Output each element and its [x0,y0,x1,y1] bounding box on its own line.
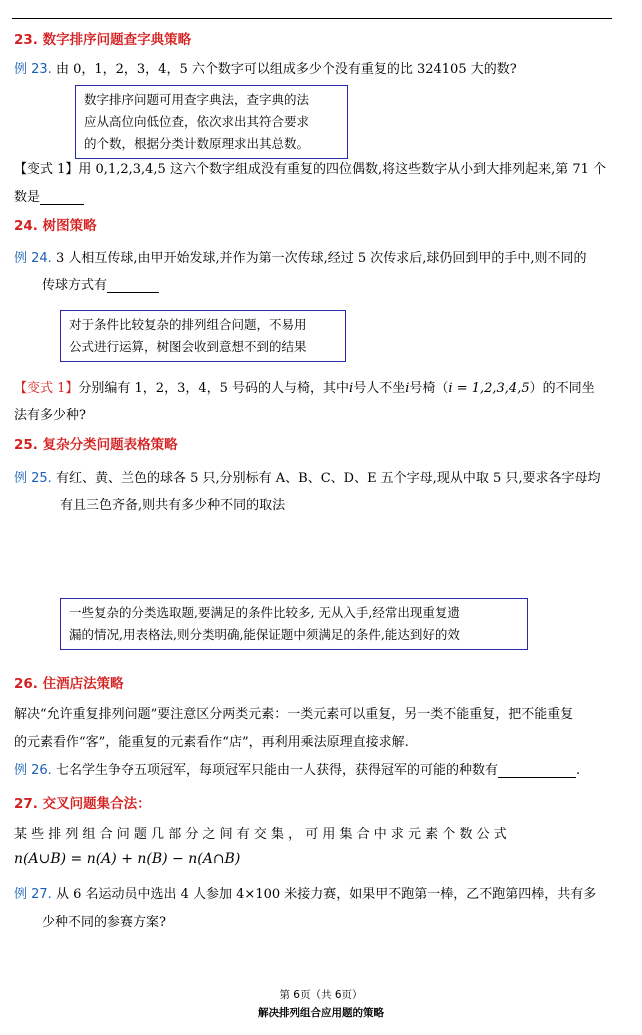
variant-23-line-2-text: 数是 [14,190,41,205]
sec26-line-1: 解决“允许重复排列问题”要注意区分两类元素：一类元素可以重复，另一类不能重复，把不能重复 [14,707,574,722]
variant-24-var-i-2: i [405,381,410,396]
example-24-line-2-text: 传球方式有 [42,278,108,293]
section-26-title: 26. 住酒店法策略 [14,676,124,692]
example-27-label: 例 27. [14,887,52,902]
answer-blank [498,763,576,778]
example-25-text: 有红、黄、兰色的球各 5 只,分别标有 A、B、C、D、E 五个字母,现从中取 5 只,要求各字母均 [55,471,601,486]
example-24-line-1 [14,247,587,266]
example-27-line-1 [14,883,596,902]
tip-23-line-3: 的个数，根据分类计数原理求出其总数。 [84,136,310,151]
set-formula: n(A∪B) = n(A) + n(B) − n(A∩B) [14,851,241,867]
example-25-line-2: 有且三色齐备,则共有多少种不同的取法 [60,498,286,513]
example-25-label: 例 25. [14,471,52,486]
example-23-label: 例 23. [14,62,52,77]
tip-box-23 [75,85,348,159]
page-number: 第 6页（共 6页） [279,989,363,1001]
example-23 [14,58,517,77]
variant-24-condition: i = 1,2,3,4,5 [448,381,530,396]
tip-25-line-1: 一些复杂的分类选取题,要满足的条件比较多, 无从入手,经常出现重复遗 [69,605,460,620]
variant-24-label: 【变式 1】 [14,381,79,396]
variant-24-line-1 [14,377,595,396]
example-23-text: 由 0，1，2，3，4，5 六个数字可以组成多少个没有重复的比 324105 大的数? [55,62,517,77]
tip-24-line-1: 对于条件比较复杂的排列组合问题，不易用 [69,317,307,332]
sec26-line-2: 的元素看作“客”，能重复的元素看作“店”，再利用乘法原理直接求解. [14,735,409,750]
tip-25-line-2: 漏的情况,用表格法,则分类明确,能保证题中须满足的条件,能达到好的效 [69,627,460,642]
variant-24-text-b: 号人不坐 [353,381,406,396]
example-24-line-2 [42,274,159,293]
example-26-label: 例 26. [14,763,52,778]
top-rule [12,18,612,19]
example-25-line-1 [14,467,601,486]
example-24-label: 例 24. [14,251,52,266]
sec27-line-1: 某 些 排 列 组 合 问 题 几 部 分 之 间 有 交 集 ， 可 用 集 合 中 求 元 素 个 数 公 式 [14,827,507,842]
section-25-title: 25. 复杂分类问题表格策略 [14,437,178,453]
answer-blank [40,190,84,205]
answer-blank [107,278,159,293]
tip-box-24 [60,310,346,362]
example-26-text: 七名学生争夺五项冠军，每项冠军只能由一人获得，获得冠军的可能的种数有 [55,763,498,778]
tip-23-line-2: 应从高位向低位查，依次求出其符合要求 [84,114,310,129]
variant-24-text-d: ）的不同坐 [529,381,595,396]
tip-23-line-1: 数字排序问题可用查字典法，查字典的法 [84,92,310,107]
variant-24-text-a: 分别编有 1，2，3，4，5 号码的人与椅，其中 [78,381,350,396]
tip-24-line-2: 公式进行运算，树图会收到意想不到的结果 [69,339,307,354]
variant-23-line-2 [14,186,84,205]
variant-24-line-2: 法有多少种? [14,408,86,423]
example-24-text: 3 人相互传球,由甲开始发球,并作为第一次传球,经过 5 次传求后,球仍回到甲的手中,则不同的 [55,251,587,266]
example-27-text: 从 6 名运动员中选出 4 人参加 4×100 米接力赛，如果甲不跑第一棒，乙不跑第四棒，共有多 [55,887,597,902]
section-24-title: 24. 树图策略 [14,218,97,234]
example-27-line-2: 少种不同的参赛方案? [42,915,166,930]
tip-box-25 [60,598,528,650]
footer-title: 解决排列组合应用题的策略 [258,1007,384,1019]
section-23-title: 23. 数字排序问题查字典策略 [14,32,192,48]
section-27-title: 27. 交叉问题集合法： [14,796,151,812]
variant-24-var-i: i [349,381,354,396]
variant-23-line-1: 【变式 1】用 0,1,2,3,4,5 这六个数字组成没有重复的四位偶数,将这些数字从小到大排列起来,第 71 个 [14,162,607,177]
example-26: 例 26. 七名学生争夺五项冠军，每项冠军只能由一人获得，获得冠军的可能的种数有 . [14,763,581,778]
variant-24-text-c: 号椅（ [409,381,449,396]
